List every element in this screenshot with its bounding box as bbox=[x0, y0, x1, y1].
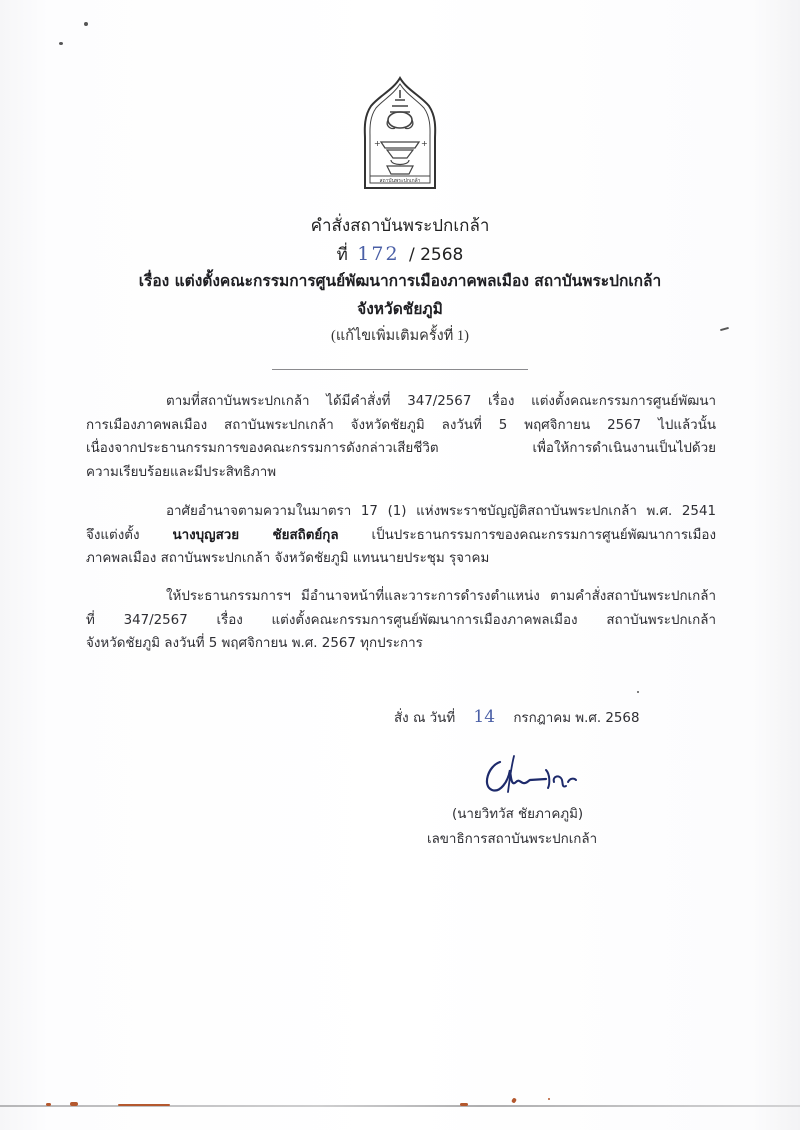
scan-speck bbox=[637, 691, 639, 693]
paragraph-line: ความเรียบร้อยและมีประสิทธิภาพ bbox=[86, 464, 277, 480]
signer-title: เลขาธิการสถาบันพระปกเกล้า bbox=[427, 832, 598, 847]
issued-date bbox=[394, 707, 639, 728]
order-number-year: 2568 bbox=[420, 245, 464, 265]
rust-mark bbox=[118, 1104, 170, 1106]
rust-mark bbox=[511, 1097, 517, 1103]
signature-icon bbox=[470, 752, 590, 800]
scan-speck bbox=[59, 42, 63, 45]
paragraph-line: เนื่องจากประธานกรรมการของคณะกรรมการดังกล่าวเสียชีวิต เพื่อให้การดำเนินงานเป็นไปด้วย bbox=[86, 441, 716, 456]
scan-speck bbox=[84, 22, 88, 26]
rust-mark bbox=[46, 1103, 51, 1106]
issued-date-prefix: สั่ง ณ วันที่ bbox=[394, 711, 456, 726]
appointee-name: นางบุญสวย ชัยสถิตย์กุล bbox=[172, 527, 339, 543]
paragraph-line: อาศัยอำนาจตามความในมาตรา 17 (1) แห่งพระราชบัญญัติสถาบันพระปกเกล้า พ.ศ. 2541 bbox=[166, 504, 716, 519]
divider bbox=[272, 369, 528, 370]
rust-mark bbox=[460, 1103, 468, 1106]
signer-name: (นายวิทวัส ชัยภาคภูมิ) bbox=[452, 807, 584, 822]
svg-text:+: + bbox=[374, 139, 381, 148]
rust-mark bbox=[70, 1102, 78, 1106]
order-number-prefix: ที่ bbox=[336, 245, 348, 265]
paragraph-line: ที่ 347/2567 เรื่อง แต่งตั้งคณะกรรมการศูนย์พัฒนาการเมืองภาคพลเมือง สถาบันพระปกเกล้า bbox=[86, 612, 716, 628]
appoint-prefix: จึงแต่งตั้ง bbox=[86, 527, 173, 543]
document-subject: เรื่อง แต่งตั้งคณะกรรมการศูนย์พัฒนาการเมืองภาคพลเมือง สถาบันพระปกเกล้า bbox=[138, 272, 662, 290]
rust-mark bbox=[548, 1098, 550, 1100]
order-number-handwritten: 172 bbox=[357, 243, 400, 265]
paragraph-line: จังหวัดชัยภูมิ ลงวันที่ 5 พฤศจิกายน พ.ศ. 2567 ทุกประการ bbox=[86, 636, 423, 651]
paragraph-line bbox=[86, 524, 716, 548]
issued-day-handwritten: 14 bbox=[473, 707, 496, 727]
document-subject-province: จังหวัดชัยภูมิ bbox=[357, 300, 443, 318]
paragraph-appointment bbox=[86, 500, 716, 571]
institute-emblem-icon bbox=[357, 76, 443, 196]
appoint-suffix: เป็นประธานกรรมการของคณะกรรมการศูนย์พัฒนาการเมือง bbox=[338, 527, 716, 543]
order-number bbox=[0, 241, 800, 268]
paragraph-line: ตามที่สถาบันพระปกเกล้า ได้มีคำสั่งที่ 347/2567 เรื่อง แต่งตั้งคณะกรรมการศูนย์พัฒนา bbox=[166, 394, 716, 409]
svg-text:สถาบันพระปกเกล้า: สถาบันพระปกเกล้า bbox=[379, 178, 421, 184]
svg-text:+: + bbox=[421, 139, 428, 148]
paragraph-line: ให้ประธานกรรมการฯ มีอำนาจหน้าที่และวาระการดำรงตำแหน่ง ตามคำสั่งสถาบันพระปกเกล้า bbox=[166, 589, 716, 604]
paragraph-line: การเมืองภาคพลเมือง สถาบันพระปกเกล้า จังหวัดชัยภูมิ ลงวันที่ 5 พฤศจิกายน 2567 ไปแล้วนั้น bbox=[86, 417, 716, 433]
document-title: คำสั่งสถาบันพระปกเกล้า bbox=[310, 216, 490, 236]
paragraph-authority bbox=[86, 585, 716, 656]
paragraph-line: ภาคพลเมือง สถาบันพระปกเกล้า จังหวัดชัยภูมิ แทนนายประชุม รุจาคม bbox=[86, 551, 490, 566]
issued-month-year: กรกฎาคม พ.ศ. 2568 bbox=[513, 711, 640, 726]
amendment-note: (แก้ไขเพิ่มเติมครั้งที่ 1) bbox=[331, 328, 469, 344]
order-number-separator: / bbox=[408, 245, 415, 265]
paragraph-background bbox=[86, 390, 716, 484]
